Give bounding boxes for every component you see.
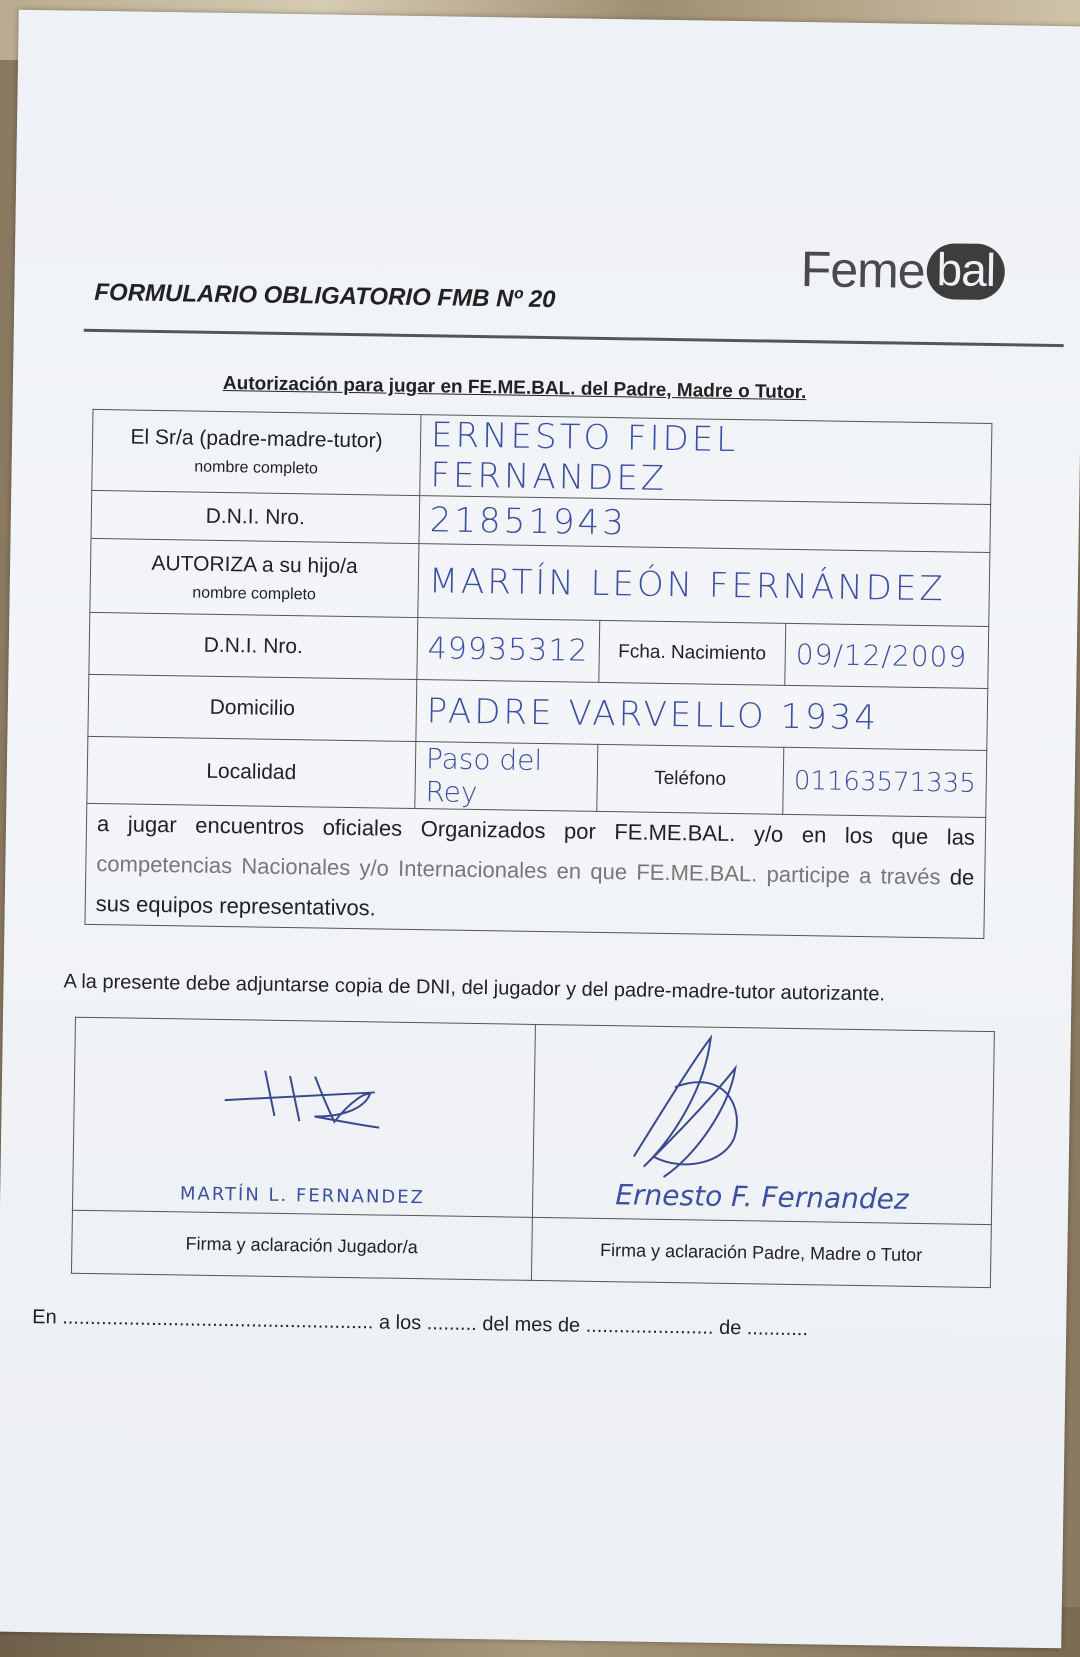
locality-field[interactable]: Paso del Rey [415, 742, 598, 812]
form-sheet [0, 10, 1080, 1649]
parent-name-row [92, 409, 992, 504]
child-dni-field[interactable]: 49935312 [417, 618, 600, 683]
statement-line-b: competencias Nacionales y/o Internacionales en que FE.ME.BAL. participe a través [96, 851, 941, 890]
child-name-field[interactable]: MARTÍN LEÓN FERNÁNDEZ [418, 544, 990, 627]
attachment-notice: A la presente debe adjuntarse copia de DNI, del jugador y del padre-madre-tutor autorizante. [63, 970, 886, 1006]
child-label-cell [90, 538, 419, 617]
parent-signature-caption: Firma y aclaración Padre, Madre o Tutor [531, 1217, 991, 1287]
statement-line-c: de sus equipos representativos. [95, 864, 975, 921]
logo-text: Feme [800, 241, 926, 299]
statement-cell [85, 803, 986, 938]
child-sublabel: nombre completo [192, 584, 317, 603]
place-date-line[interactable]: En ........................................................ a los ......... del mes de ....................... de ........... [32, 1306, 809, 1341]
address-field[interactable]: PADRE VARVELLO 1934 [416, 680, 988, 751]
authorization-table [84, 409, 992, 939]
parent-sublabel: nombre completo [194, 458, 319, 478]
form-subtitle: Autorización para jugar en FE.ME.BAL. del Padre, Madre o Tutor. [222, 372, 807, 404]
parent-name-field[interactable]: ERNESTO FIDEL FERNANDEZ [420, 415, 992, 505]
femebal-logo [800, 240, 1005, 301]
child-dni-label: D.N.I. Nro. [89, 612, 418, 679]
player-signature-caption: Firma y aclaración Jugador/a [71, 1210, 531, 1280]
statement-line-a: a jugar encuentros oficiales Organizados por FE.ME.BAL. y/o en los que las [96, 811, 976, 850]
birth-date-field[interactable]: 09/12/2009 [785, 623, 989, 688]
birth-date-label: Fcha. Nacimiento [598, 620, 785, 685]
address-label: Domicilio [88, 674, 417, 741]
player-printed-name: MARTÍN L. FERNANDEZ [179, 1183, 426, 1209]
logo-pill: bal [926, 243, 1005, 300]
locality-label: Localidad [87, 736, 416, 808]
parent-label-cell [92, 409, 421, 495]
player-signature-area[interactable] [72, 1017, 534, 1217]
parent-label: El Sr/a (padre-madre-tutor) [130, 425, 383, 453]
phone-label: Teléfono [596, 744, 783, 814]
signature-table [71, 1017, 995, 1288]
child-name-row [90, 538, 990, 626]
parent-signature-drawing [532, 1025, 995, 1222]
child-label: AUTORIZA a su hijo/a [151, 551, 358, 578]
parent-signature-area[interactable] [532, 1024, 994, 1224]
player-signature-drawing [73, 1018, 536, 1215]
parent-dni-field[interactable]: 21851943 [419, 496, 991, 553]
statement-row [85, 803, 986, 938]
form-title: FORMULARIO OBLIGATORIO FMB Nº 20 [94, 278, 556, 314]
phone-field[interactable]: 01163571335 [783, 747, 987, 817]
title-divider [84, 329, 1064, 347]
parent-dni-label: D.N.I. Nro. [91, 490, 420, 543]
parent-printed-name: Ernesto F. Fernandez [615, 1178, 909, 1216]
